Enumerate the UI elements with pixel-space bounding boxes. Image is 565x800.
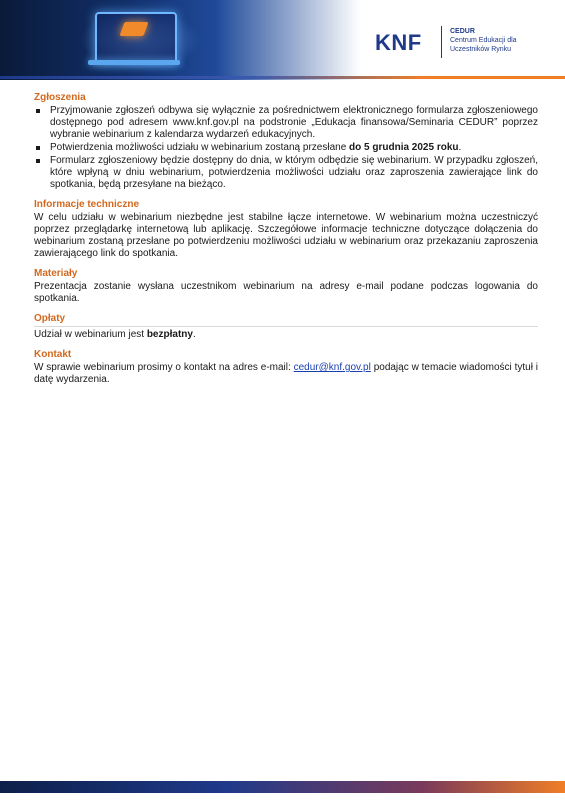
fee-text: Udział w webinarium jest [34,329,147,340]
bullet-icon [36,159,40,163]
fee-text-end: . [192,329,196,340]
section-title: Informacje techniczne [34,199,140,210]
email-link[interactable]: cedur@knf.gov.pl [293,362,371,373]
section-title: Kontakt [34,349,72,360]
cedur-line-1: Centrum Edukacji dla [450,37,517,44]
deadline-date: do 5 grudnia 2025 roku [349,142,459,153]
graduation-cap-icon [119,22,148,36]
list-item [34,142,538,154]
section-oplaty [34,313,538,341]
list-item-text: Formularz zgłoszeniowy będzie dostępny do dnia, w którym odbędzie się webinarium. W przypadku zgłoszeń, które wpłyną w dniu webinarium, potwierdzenia możliwości udziału oraz zaproszenia zawierające link do spotkania, będą przesyłane na bieżąco. [50,155,538,190]
list-item [34,155,538,191]
fee-value: bezpłatny [146,329,193,340]
section-zgloszenia [34,92,538,191]
bullet-list [34,105,538,191]
contact-text-end: podając w temacie wiadomości tytuł i datę wydarzenia. [34,362,538,385]
section-text: W celu udziału w webinarium niezbędne jest stabilne łącze internetowe. W webinarium można uczestniczyć poprzez przeglądarkę internetową lub aplikację. Szczegółowe informacje techniczne dotyczące dołączenia do webinarium zostaną przesłane po potwierdzeniu możliwości udziału w webinarium oraz przekazaniu zaproszenia zawierającego link do spotkania. [34,212,538,259]
knf-logo: KNF [375,30,422,55]
section-text [34,329,538,341]
page-header [0,0,565,80]
section-kontakt [34,349,538,386]
cedur-title: CEDUR [450,28,475,35]
header-banner-image [0,0,360,80]
section-title: Zgłoszenia [34,92,86,103]
section-title: Materiały [34,268,78,279]
section-text: Prezentacja zostanie wysłana uczestnikom webinarium na adresy e-mail podane podczas logowania do spotkania. [34,281,538,304]
cedur-logo-text [450,27,560,54]
section-title: Opłaty [34,313,66,324]
bullet-icon [36,109,40,113]
divider [34,326,538,327]
contact-text: W sprawie webinarium prosimy o kontakt na adres e-mail: [34,362,294,373]
list-item [34,105,538,141]
list-item-text: Potwierdzenia możliwości udziału w webinarium zostaną przesłane [50,142,350,153]
laptop-base [88,60,180,65]
footer-bar [0,781,565,793]
list-item-text-end: . [458,142,462,153]
logo-divider [441,26,442,58]
section-text [34,362,538,386]
section-informacje-techniczne [34,199,538,260]
section-materialy [34,268,538,305]
bullet-icon [36,146,40,150]
laptop-icon [95,12,177,64]
header-rule [0,76,565,79]
document-body [34,92,538,394]
cedur-line-2: Uczestników Rynku [450,46,512,53]
list-item-text: Przyjmowanie zgłoszeń odbywa się wyłącznie za pośrednictwem elektronicznego formularza zgłoszeniowego dostępnego pod adresem www.knf.gov.pl na podstronie „Edukacja finansowa/Seminaria CEDUR” poprzez wybranie webinarium z kalendarza wydarzeń edukacyjnych. [50,105,538,140]
